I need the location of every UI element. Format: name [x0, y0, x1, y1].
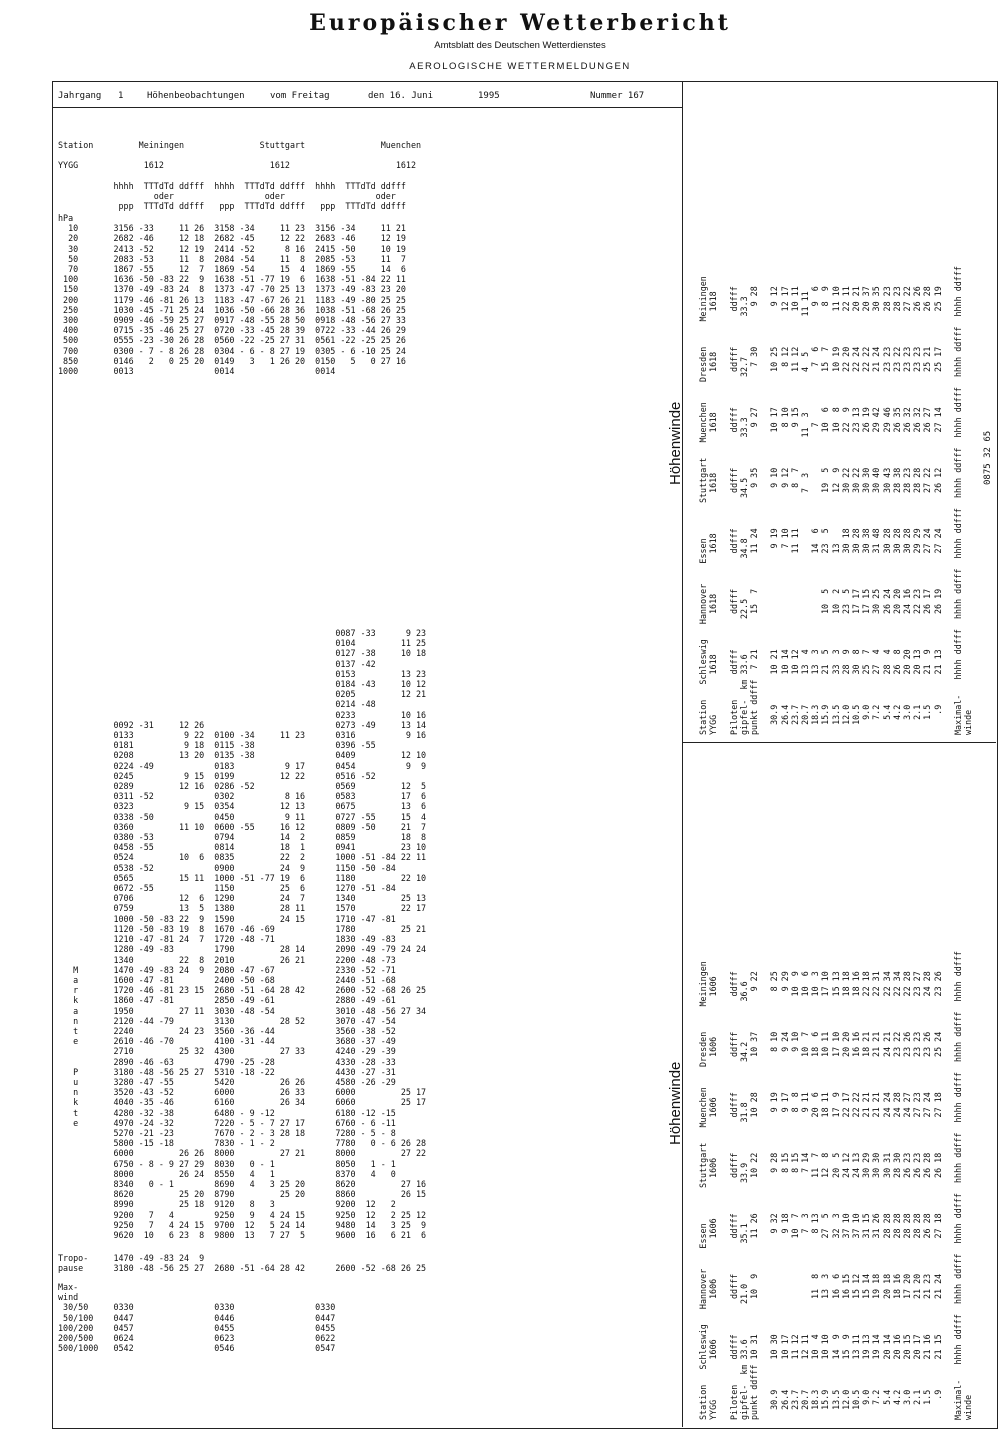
year-label: 1995	[478, 91, 500, 101]
significant-points-table: 0087 -33 9 23 0104 11 25 0127 -38 10 18 0137 -42 0153 13 23 0184 -43 10 12 0205 12 21 0214 -48 0233 10 16 0092 -31 12 26 0273 -49 13 14 0133 9 22 0100 -34 11 23 0316 9 16 0181 9 18 0115 -38 0396 -55 0208 13 20 0135 -38 0409 12 10 0224 -49 0183 9 17 0454 9 9 0245 9 15 0199 12 22 0516 -52 0289 12 16 0286 -52 0569 12 5 0311 -52 0302 8 16 0583 17 6 0323 9 15 0354 12 13 0675 13 6 0338 -50 0450 9 11 0727 -55 15 4 0360 11 10 0600 -55 16 12 0809 -50 21 7 0380 -53 0794 14 2 0859 18 8 0458 -55 0814 18 1 0941 23 10 0524 10 6 0835 22 2 1000 -51 -84 22 11 0538 -52 0900 24 9 1150 -50 -84 0565 15 11 1000 -51 -77 19 6 1180 22 10 0672 -55 1150 25 6 1270 -51 -84 0706 12 6 1290 24 7 1340 25 13 0759 13 5 1380 28 11 1570 22 17 1000 -50 -83 22 9 1590 24 15 1710 -47 -81 1120 -50 -83 19 8 1670 -46 -69 1780 25 21 1210 -47 -81 24 7 1720 -48 -71 1830 -49 -83 1280 -49 -83 1790 28 14 2090 -49 -79 24 24 1340 22 8 2010 26 21 2200 -48 -73 M 1470 -49 -83 24 9 2080 -47 -67 2330 -52 -71 a 1600 -47 -81 2400 -50 -68 2440 -51 -68 r 1720 -46 -81 23 15 2680 -51 -64 28 42 2600 -52 -68 26 25 k 1860 -47 -81 2850 -49 -61 2880 -49 -61 a 1950 27 11 3030 -48 -54 3010 -48 -56 27 34 n 2120 -44 -79 3130 28 52 3070 -47 -54 t 2240 24 23 3560 -36 -44 3560 -38 -52 e 2610 -46 -70 4100 -31 -44 3680 -37 -49 2710 25 32 4300 27 33 4240 -29 -39 2890 -46 -63 4790 -25 -28 4330 -28 -33 P 3180 -48 -56 25 27 5310 -18 -22 4430 -27 -31 u 3280 -47 -55 5420 26 26 4580 -26 -29 n 3520 -43 -52 6000 26 33 6000 25 17 k 4040 -35 -46 6160 26 34 6060 25 17 t 4280 -32 -38 6480 - 9 -12 6180 -12 -15 e 4970 -24 -32 7220 - 5 - 7 27 17 6760 - 6 -11 5270 -21 -23 7670 - 2 - 3 28 18 7280 - 5 - 8 5800 -15 -18 7830 - 1 - 2 7780 0 - 6 26 28 6000 26 26 8000 27 21 8000 27 22 6750 - 8 - 9 27 29 8030 0 - 1 8050 1 - 1 8000 26 24 8550 4 1 8370 4 0 8340 0 - 1 8690 4 3 25 20 8620 27 16 8620 25 20 8790 25 20 8860 26 15 8990 25 18 9120 8 3 9200 12 2 9200 7 4 9250 9 4 24 15 9250 12 2 25 12 9250 7 4 24 15 9700 12 5 24 14 9480 14 3 25 9 9620 10 6 23 8 9800 13 7 27 5 9600 16 6 21 6	[73, 628, 427, 1240]
upper-winds-label-top: Höhenwinde	[667, 401, 684, 485]
page-subtitle: Amtsblatt des Deutschen Wetterdienstes	[434, 40, 606, 51]
section-title: AEROLOGISCHE WETTERMELDUNGEN	[409, 61, 631, 72]
date-label: den 16. Juni	[368, 91, 434, 101]
standard-levels-table: hPa 10 3156 -33 11 26 3158 -34 11 23 3156 -34 11 21 20 2682 -46 12 18 2682 -45 12 22 2683 -46 12 19 30 2413 -52 12 19 2414 -52 8 16 2415 -50 10 19 50 2083 -53 11 8 2084 -54 11 8 2085 -53 11 7 70 1867 -55 12 7 1869 -54 15 4 1869 -55 14 6 100 1636 -50 -83 22 9 1638 -51 -77 19 6 1638 -51 -84 22 11 150 1370 -49 -83 24 8 1373 -47 -70 25 13 1373 -49 -83 23 20 200 1179 -46 -81 26 13 1183 -47 -67 26 21 1183 -49 -80 25 25 250 1030 -45 -71 25 24 1036 -50 -66 28 36 1038 -51 -68 26 25 300 0909 -46 -59 25 27 0917 -48 -55 28 50 0918 -48 -56 27 33 400 0715 -35 -46 25 27 0720 -33 -45 28 39 0722 -33 -44 26 29 500 0555 -23 -30 26 28 0560 -22 -25 27 31 0561 -22 -25 25 26 700 0300 - 7 - 8 26 28 0304 - 6 - 8 27 19 0305 - 6 -10 25 24 850 0146 2 0 25 20 0149 3 1 26 20 0150 5 0 27 16 1000 0013 0014 0014	[58, 213, 406, 377]
reference-code: 0875 32 65	[983, 430, 993, 485]
page-title: Europäischer Wetterbericht	[309, 10, 731, 36]
jahrgang-number: 1	[118, 91, 124, 101]
observations-label: Höhenbeobachtungen	[147, 91, 245, 101]
max-wind-table: Max- wind 30/50 0330 0330 0330 50/100 0447 0446 0447 100/200 0457 0455 0455 200/500 0624 0623 0622 500/1000 0542 0546 0547	[58, 1282, 336, 1354]
jahrgang-label: Jahrgang	[58, 91, 102, 101]
section-divider	[682, 742, 996, 743]
upper-winds-table-1606: Station Schleswig Hannover Essen Stuttgart Muenchen Dresden Meiningen YYGG 1606 1606 1606 1606 1606 1606 1606 Piloten ddfff ddfff ddfff ddfff ddfff ddfff ddfff gipfel- km 33.6 21.0 35.1 33.9 31.8 34.2 36.6 punkt ddfff 10 31 10 9 11 26 10 22 10 28 10 37 9 22 30.9 10 30 9 32 9 28 9 19 8 10 8 25 26.4 10 17 9 18 8 15 9 17 9 24 9 29 23.7 11 12 10 7 8 15 8 8 9 10 10 9 20.7 12 11 7 3 7 14 9 11 10 7 10 6 18.3 10 4 11 8 8 13 11 7 20 6 18 6 10 3 15.9 10 10 13 3 27 5 12 8 18 11 10 11 17 10 13.5 14 9 16 6 32 3 20 5 17 9 17 10 15 13 12.0 15 9 16 15 37 10 24 12 22 17 20 20 18 18 10.5 13 11 15 12 37 10 24 13 22 22 16 16 18 16 9.0 19 13 15 14 31 15 30 29 21 21 18 21 22 18 7.2 19 14 19 18 31 26 30 30 21 21 21 21 22 31 5.4 20 14 20 18 28 28 30 31 24 24 24 21 22 34 4.2 20 16 18 16 28 28 28 30 24 28 23 22 22 34 3.0 20 15 17 20 28 28 26 23 24 27 23 26 22 28 2.1 20 17 21 20 28 28 26 23 27 23 23 23 23 27 1.5 21 16 21 23 26 28 26 28 27 24 23 26 24 28 .9 21 15 21 24 27 18 26 18 27 18 25 24 23 26 Maximal- hhhh ddfff hhhh ddfff hhhh ddfff hhhh ddfff hhhh ddfff hhhh ddfff hhhh ddfff winde	[698, 951, 974, 1420]
weekday-label: vom Freitag	[270, 91, 330, 101]
issue-number: Nummer 167	[590, 91, 645, 101]
upper-winds-table-1618: Station Schleswig Hannover Essen Stuttgart Muenchen Dresden Meiningen YYGG 1618 1618 1618 1618 1618 1618 1618 Piloten ddfff ddfff ddfff ddfff ddfff ddfff ddfff gipfel- km 33.6 22.5 34.8 34.5 33.3 32.7 33.3 punkt ddfff 7 21 15 7 11 24 9 35 9 27 7 30 9 28 30.9 10 21 9 19 9 10 10 17 10 25 9 12 26.4 10 14 7 10 9 12 8 10 8 12 12 17 23.7 10 12 11 11 8 7 9 15 11 12 10 11 20.7 13 4 7 3 11 3 4 5 11 11 18.3 13 3 14 6 7 7 6 9 6 15.9 21 5 10 5 23 5 19 5 10 6 15 7 8 9 13.5 33 3 10 2 13 12 9 10 8 10 19 11 10 12.0 28 9 23 5 30 18 30 22 22 9 22 20 22 11 10.5 30 8 17 17 30 28 30 22 23 13 22 24 20 21 9.0 25 7 17 15 30 38 30 30 26 19 22 22 20 37 7.2 27 4 30 25 31 48 30 40 29 42 21 24 30 35 5.4 28 4 26 24 30 28 30 43 29 46 23 23 28 23 4.2 26 8 20 20 30 28 28 38 26 35 23 22 28 23 3.0 20 20 24 16 30 28 28 23 26 32 23 23 27 22 2.1 20 13 22 23 29 29 28 28 26 32 23 23 26 26 1.5 21 9 26 17 27 24 27 22 26 27 25 21 26 28 .9 21 13 26 19 27 24 26 12 27 14 25 17 25 19 Maximal- hhhh ddfff hhhh ddfff hhhh ddfff hhhh ddfff hhhh ddfff hhhh ddfff hhhh ddfff winde	[698, 266, 974, 735]
station-header-table: Station Meiningen Stuttgart Muenchen YYGG 1612 1612 1612 hhhh TTTdTd ddfff hhhh TTTdTd ddfff hhhh TTTdTd ddfff oder oder oder ppp TTTdTd ddfff ppp TTTdTd ddfff ppp TTTdTd ddfff	[58, 140, 422, 212]
upper-winds-label-bottom: Höhenwinde	[667, 1061, 684, 1145]
tropopause-table: Tropo- 1470 -49 -83 24 9 pause 3180 -48 -56 25 27 2680 -51 -64 28 42 2600 -52 -68 26 25	[58, 1253, 427, 1274]
header-rule	[52, 107, 682, 108]
column-divider	[682, 81, 683, 1427]
